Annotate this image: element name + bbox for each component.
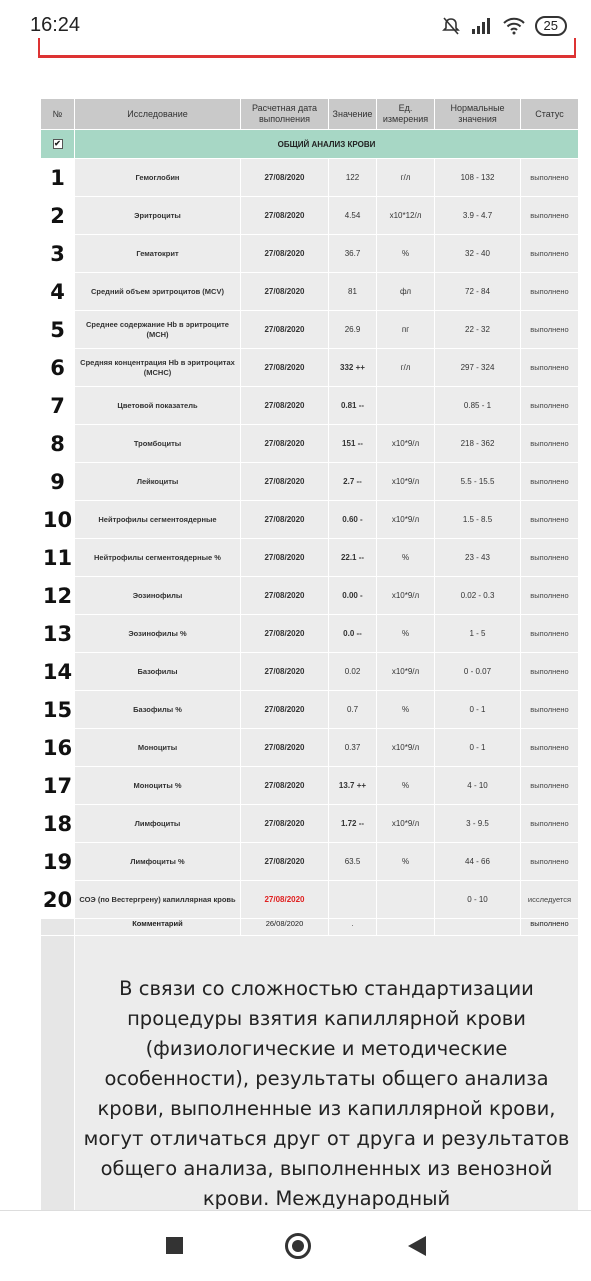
row-norm: 218 - 362 <box>435 425 521 463</box>
row-name: Эозинофилы % <box>75 615 241 653</box>
row-date: 27/08/2020 <box>241 653 329 691</box>
header-unit: Ед. измерения <box>377 99 435 130</box>
table-row <box>41 387 579 425</box>
row-norm: 72 - 84 <box>435 273 521 311</box>
table-row <box>41 729 579 767</box>
row-number: 4 <box>41 273 75 311</box>
row-status: выполнено <box>521 653 579 691</box>
row-status: выполнено <box>521 197 579 235</box>
row-unit: x10*9/л <box>377 463 435 501</box>
row-number: 10 <box>41 501 75 539</box>
row-date: 27/08/2020 <box>241 349 329 387</box>
row-date: 27/08/2020 <box>241 843 329 881</box>
row-value: 1.72 -- <box>329 805 377 843</box>
row-value: 0.00 - <box>329 577 377 615</box>
row-norm: 0 - 1 <box>435 691 521 729</box>
row-number: 19 <box>41 843 75 881</box>
row-unit: x10*9/л <box>377 805 435 843</box>
row-number: 16 <box>41 729 75 767</box>
comment-date: 26/08/2020 <box>241 919 329 936</box>
row-unit: x10*9/л <box>377 425 435 463</box>
row-norm: 0.02 - 0.3 <box>435 577 521 615</box>
row-date: 27/08/2020 <box>241 577 329 615</box>
table-row <box>41 805 579 843</box>
row-number: 8 <box>41 425 75 463</box>
signal-icon <box>471 17 493 35</box>
row-unit: % <box>377 691 435 729</box>
row-name: Базофилы % <box>75 691 241 729</box>
row-value: 151 -- <box>329 425 377 463</box>
row-value: 36.7 <box>329 235 377 273</box>
row-norm: 3.9 - 4.7 <box>435 197 521 235</box>
row-date: 27/08/2020 <box>241 729 329 767</box>
comment-name: Комментарий <box>75 919 241 936</box>
row-status: выполнено <box>521 349 579 387</box>
row-date: 27/08/2020 <box>241 273 329 311</box>
android-nav-bar <box>0 1210 591 1281</box>
row-number: 17 <box>41 767 75 805</box>
row-number: 11 <box>41 539 75 577</box>
home-circle-icon[interactable] <box>285 1233 311 1259</box>
comment-value: . <box>329 919 377 936</box>
row-value: 63.5 <box>329 843 377 881</box>
row-status: выполнено <box>521 577 579 615</box>
row-number: 5 <box>41 311 75 349</box>
row-norm: 0 - 1 <box>435 729 521 767</box>
table-row <box>41 767 579 805</box>
row-norm: 3 - 9.5 <box>435 805 521 843</box>
row-date: 27/08/2020 <box>241 501 329 539</box>
comment-num-cell <box>41 919 75 936</box>
row-name: Моноциты % <box>75 767 241 805</box>
table-row <box>41 159 579 197</box>
row-status: выполнено <box>521 615 579 653</box>
row-date: 27/08/2020 <box>241 691 329 729</box>
table-row <box>41 653 579 691</box>
table-row <box>41 577 579 615</box>
row-norm: 44 - 66 <box>435 843 521 881</box>
table-row <box>41 691 579 729</box>
header-name: Исследование <box>75 99 241 130</box>
row-name: Нейтрофилы сегментоядерные % <box>75 539 241 577</box>
table-row <box>41 349 579 387</box>
row-norm: 4 - 10 <box>435 767 521 805</box>
row-status: выполнено <box>521 273 579 311</box>
row-value: 81 <box>329 273 377 311</box>
row-number: 20 <box>41 881 75 919</box>
table-row <box>41 881 579 919</box>
row-name: СОЭ (по Вестергрену) капиллярная кровь <box>75 881 241 919</box>
status-time: 16:24 <box>30 14 81 36</box>
row-unit: % <box>377 539 435 577</box>
row-date: 27/08/2020 <box>241 539 329 577</box>
row-date: 27/08/2020 <box>241 311 329 349</box>
header-norm: Нормальные значения <box>435 99 521 130</box>
table-header <box>41 99 579 130</box>
row-status: выполнено <box>521 729 579 767</box>
row-date: 27/08/2020 <box>241 197 329 235</box>
row-unit: г/л <box>377 159 435 197</box>
row-status: выполнено <box>521 425 579 463</box>
row-norm: 22 - 32 <box>435 311 521 349</box>
row-norm: 297 - 324 <box>435 349 521 387</box>
row-value: 0.37 <box>329 729 377 767</box>
row-number: 18 <box>41 805 75 843</box>
header-status: Статус <box>521 99 579 130</box>
table-row <box>41 501 579 539</box>
row-date: 27/08/2020 <box>241 463 329 501</box>
row-date: 27/08/2020 <box>241 159 329 197</box>
row-name: Средний объем эритроцитов (MCV) <box>75 273 241 311</box>
row-number: 3 <box>41 235 75 273</box>
table-row <box>41 273 579 311</box>
header-value: Значение <box>329 99 377 130</box>
table-row <box>41 235 579 273</box>
row-unit: x10*9/л <box>377 653 435 691</box>
row-value: 0.60 - <box>329 501 377 539</box>
row-value: 0.0 -- <box>329 615 377 653</box>
row-name: Базофилы <box>75 653 241 691</box>
recents-square-icon[interactable] <box>166 1237 183 1254</box>
row-unit: % <box>377 843 435 881</box>
row-number: 6 <box>41 349 75 387</box>
row-unit <box>377 387 435 425</box>
row-date: 27/08/2020 <box>241 805 329 843</box>
row-status: выполнено <box>521 805 579 843</box>
row-number: 7 <box>41 387 75 425</box>
row-unit: % <box>377 235 435 273</box>
row-name: Моноциты <box>75 729 241 767</box>
row-name: Эритроциты <box>75 197 241 235</box>
row-value: 22.1 -- <box>329 539 377 577</box>
row-status: выполнено <box>521 767 579 805</box>
row-unit: % <box>377 615 435 653</box>
table-row <box>41 425 579 463</box>
row-value: 122 <box>329 159 377 197</box>
row-number: 9 <box>41 463 75 501</box>
row-unit: пг <box>377 311 435 349</box>
row-value: 2.7 -- <box>329 463 377 501</box>
row-status: выполнено <box>521 159 579 197</box>
previous-section-border <box>38 38 576 58</box>
row-unit: г/л <box>377 349 435 387</box>
row-unit: x10*12/л <box>377 197 435 235</box>
row-status: выполнено <box>521 501 579 539</box>
row-norm: 0.85 - 1 <box>435 387 521 425</box>
row-number: 13 <box>41 615 75 653</box>
row-value <box>329 881 377 919</box>
row-date: 27/08/2020 <box>241 881 329 919</box>
comment-row <box>41 919 579 936</box>
table-row <box>41 539 579 577</box>
results-table <box>40 98 579 1245</box>
header-date: Расчетная дата выполнения <box>241 99 329 130</box>
row-value: 0.81 -- <box>329 387 377 425</box>
row-number: 14 <box>41 653 75 691</box>
row-unit: x10*9/л <box>377 501 435 539</box>
row-date: 27/08/2020 <box>241 425 329 463</box>
row-number: 12 <box>41 577 75 615</box>
row-norm: 108 - 132 <box>435 159 521 197</box>
comment-norm <box>435 919 521 936</box>
row-value: 332 ++ <box>329 349 377 387</box>
row-norm: 23 - 43 <box>435 539 521 577</box>
status-icons <box>441 14 567 38</box>
row-status: выполнено <box>521 843 579 881</box>
row-status: исследуется <box>521 881 579 919</box>
table-row <box>41 615 579 653</box>
note-number <box>41 936 75 1245</box>
row-number: 15 <box>41 691 75 729</box>
row-date: 27/08/2020 <box>241 387 329 425</box>
row-date: 27/08/2020 <box>241 235 329 273</box>
row-name: Эозинофилы <box>75 577 241 615</box>
wifi-icon <box>503 17 525 35</box>
battery-icon: 25 <box>535 16 567 36</box>
row-norm: 0 - 0.07 <box>435 653 521 691</box>
row-name: Среднее содержание Hb в эритроците (MCH) <box>75 311 241 349</box>
row-name: Нейтрофилы сегментоядерные <box>75 501 241 539</box>
row-name: Лимфоциты <box>75 805 241 843</box>
row-name: Лейкоциты <box>75 463 241 501</box>
group-title: ОБЩИЙ АНАЛИЗ КРОВИ <box>75 130 579 159</box>
row-name: Средняя концентрация Hb в эритроцитах (MCHC) <box>75 349 241 387</box>
row-unit: x10*9/л <box>377 577 435 615</box>
row-name: Лимфоциты % <box>75 843 241 881</box>
comment-unit <box>377 919 435 936</box>
row-status: выполнено <box>521 463 579 501</box>
row-number: 2 <box>41 197 75 235</box>
table-row <box>41 843 579 881</box>
group-checkbox[interactable] <box>41 130 75 159</box>
row-status: выполнено <box>521 691 579 729</box>
row-name: Гематокрит <box>75 235 241 273</box>
row-norm: 1 - 5 <box>435 615 521 653</box>
row-number: 1 <box>41 159 75 197</box>
checkbox-icon[interactable]: ✔ <box>54 139 61 148</box>
row-value: 4.54 <box>329 197 377 235</box>
note-row <box>41 936 579 1245</box>
row-value: 0.02 <box>329 653 377 691</box>
table-row <box>41 311 579 349</box>
row-norm: 1.5 - 8.5 <box>435 501 521 539</box>
table-row <box>41 463 579 501</box>
row-norm: 5.5 - 15.5 <box>435 463 521 501</box>
group-row <box>41 130 579 159</box>
row-unit <box>377 881 435 919</box>
row-value: 26.9 <box>329 311 377 349</box>
row-norm: 32 - 40 <box>435 235 521 273</box>
row-name: Тромбоциты <box>75 425 241 463</box>
mute-bell-icon <box>441 16 461 36</box>
row-status: выполнено <box>521 539 579 577</box>
row-norm: 0 - 10 <box>435 881 521 919</box>
row-unit: фл <box>377 273 435 311</box>
row-unit: x10*9/л <box>377 729 435 767</box>
row-status: выполнено <box>521 311 579 349</box>
note-text: В связи со сложностью стандартизации процедуры взятия капиллярной крови (физиологические и методические особенности), результаты общего анализа крови, выполненные из капиллярной крови, могут отличаться друг от друга и результатов общего анализа, выполненных из венозной крови. Международный <box>75 936 579 1245</box>
row-value: 13.7 ++ <box>329 767 377 805</box>
header-num: № <box>41 99 75 130</box>
comment-status: выполнено <box>521 919 579 936</box>
table-row <box>41 197 579 235</box>
back-triangle-icon[interactable] <box>408 1236 426 1256</box>
row-name: Цветовой показатель <box>75 387 241 425</box>
row-status: выполнено <box>521 235 579 273</box>
row-unit: % <box>377 767 435 805</box>
row-name: Гемоглобин <box>75 159 241 197</box>
row-date: 27/08/2020 <box>241 767 329 805</box>
row-status: выполнено <box>521 387 579 425</box>
row-value: 0.7 <box>329 691 377 729</box>
row-date: 27/08/2020 <box>241 615 329 653</box>
